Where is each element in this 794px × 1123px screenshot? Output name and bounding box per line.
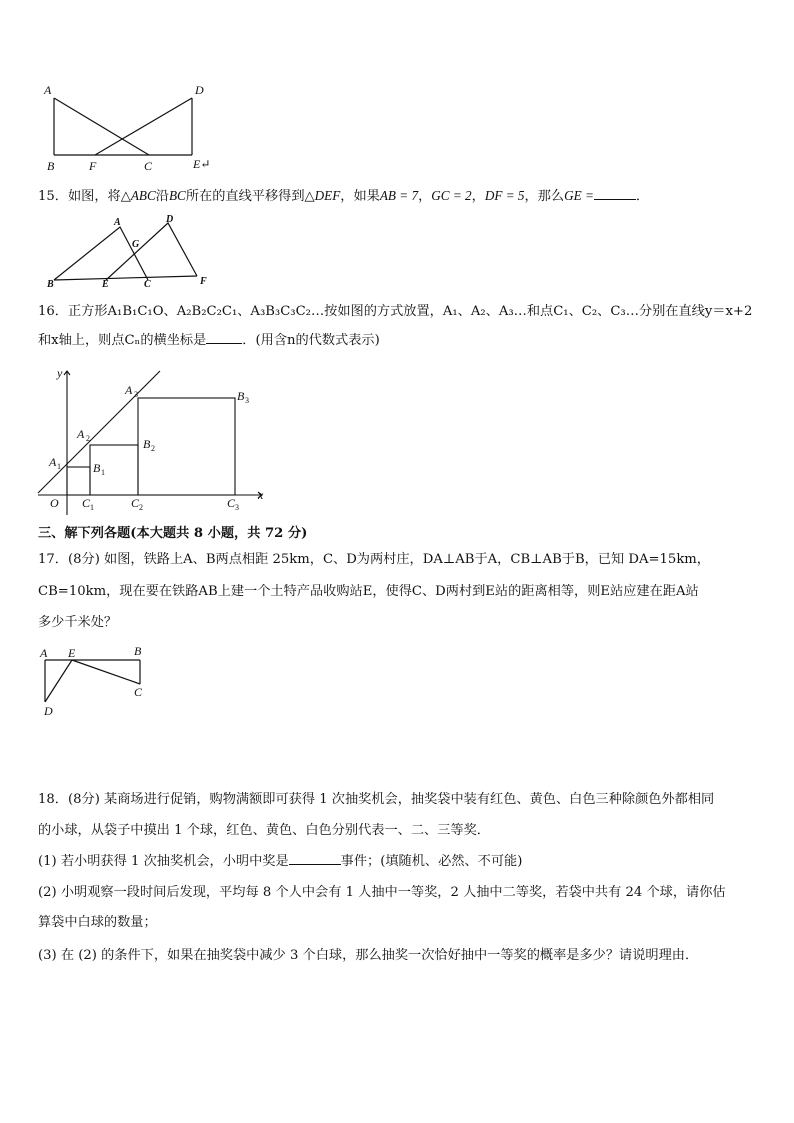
question-18-line2: 的小球，从袋子中摸出 1 个球，红色、黄色、白色分别代表一、二、三等奖．: [38, 823, 490, 838]
label-f: F: [89, 159, 97, 173]
question-16-line1: 16．正方形A₁B₁C₁O、A₂B₂C₂C₁、A₃B₃C₃C₂…按如图的方式放置，A₁、A₂、A₃…和点C₁、C₂、C₃…分别在直线y＝x+2: [38, 304, 753, 319]
label-c3: C: [227, 496, 236, 510]
question-17-line3: 多少千米处？: [38, 615, 118, 630]
label-c2: C: [131, 496, 140, 510]
svg-text:2: 2: [139, 503, 143, 512]
question-17-line1: 17．(8分) 如图，铁路上A、B两点相距 25km，C、D为两村庄，DA⊥AB于A，CB⊥AB于B，已知 DA=15km，: [38, 552, 710, 567]
svg-text:3: 3: [134, 390, 138, 399]
answer-blank-18: [289, 852, 341, 865]
square-1: [67, 467, 90, 495]
figure-translated-triangles: [40, 214, 220, 289]
label-b2: B: [143, 437, 151, 451]
svg-text:1: 1: [57, 462, 61, 471]
label-a: A: [40, 646, 48, 660]
label-a1: A: [49, 455, 57, 469]
label-d: D: [44, 704, 53, 718]
segment-ec: [72, 660, 140, 684]
svg-text:3: 3: [245, 396, 249, 405]
label-a2: A: [77, 427, 85, 441]
label-c1: C: [82, 496, 91, 510]
svg-text:2: 2: [151, 444, 155, 453]
triangle-def: [106, 223, 197, 280]
svg-text:1: 1: [101, 468, 105, 477]
question-17-line2: CB=10km，现在要在铁路AB上建一个土特产品收购站E，使得C、D两村到E站的距离相等，则E站应建在距A站: [38, 584, 699, 599]
figure-crossing-lines: [40, 80, 220, 175]
label-a: A: [114, 217, 121, 228]
question-18-part2-line2: 算袋中白球的数量；: [38, 915, 157, 930]
label-b: B: [47, 279, 54, 290]
baseline-bf: [54, 276, 197, 280]
question-18-line1: 18．(8分) 某商场进行促销，购物满额即可获得 1 次抽奖机会，抽奖袋中装有红色、黄色、白色三种除颜色外都相同: [38, 792, 715, 807]
answer-blank-16: [206, 331, 242, 344]
label-e: E↵: [193, 157, 211, 171]
svg-text:1: 1: [90, 503, 94, 512]
segment-ac: [54, 98, 149, 155]
segment-de: [45, 660, 72, 702]
segment-df: [95, 98, 192, 155]
label-a: A: [44, 83, 52, 97]
label-c: C: [144, 159, 153, 173]
label-d: D: [195, 83, 204, 97]
label-c: C: [144, 279, 151, 290]
label-x: x: [258, 488, 264, 502]
label-g: G: [132, 239, 140, 250]
svg-text:3: 3: [235, 503, 239, 512]
question-18-part1: (1) 若小明获得 1 次抽奖机会，小明中奖是 事件；(填随机、必然、不可能): [38, 854, 523, 869]
label-y: y: [57, 366, 63, 380]
section-3-heading: 三、解下列各题(本大题共 8 小题，共 72 分): [38, 526, 308, 541]
figure-railway-stations: [36, 642, 166, 722]
label-a3: A: [125, 383, 133, 397]
label-b: B: [134, 644, 142, 658]
svg-text:2: 2: [86, 434, 90, 443]
label-b1: B: [93, 461, 101, 475]
answer-blank-15: [594, 187, 636, 200]
question-15-text: 15．如图，将△ABC沿BC所在的直线平移得到△DEF，如果AB = 7，GC = 2，DF = 5，那么GE = ．: [38, 188, 650, 204]
figure-squares-on-line: [30, 365, 280, 525]
question-18-part2-line1: (2) 小明观察一段时间后发现，平均每 8 个人中会有 1 人抽中一等奖，2 人抽中二等奖，若袋中共有 24 个球，请你估: [38, 885, 726, 900]
question-18-part3: (3) 在 (2) 的条件下，如果在抽奖袋中减少 3 个白球，那么抽奖一次恰好抽中一等奖的概率是多少？请说明理由．: [38, 948, 699, 963]
label-b: B: [47, 159, 55, 173]
triangle-abc: [54, 227, 148, 280]
label-f: F: [200, 276, 207, 287]
label-c: C: [134, 685, 143, 699]
label-d: D: [166, 214, 174, 225]
question-16-line2: 和x轴上，则点Cₙ的横坐标是 ．(用含n的代数式表示): [38, 333, 380, 348]
label-b3: B: [237, 389, 245, 403]
label-origin: O: [50, 496, 59, 510]
label-e: E: [68, 646, 76, 660]
label-e: E: [102, 279, 109, 290]
